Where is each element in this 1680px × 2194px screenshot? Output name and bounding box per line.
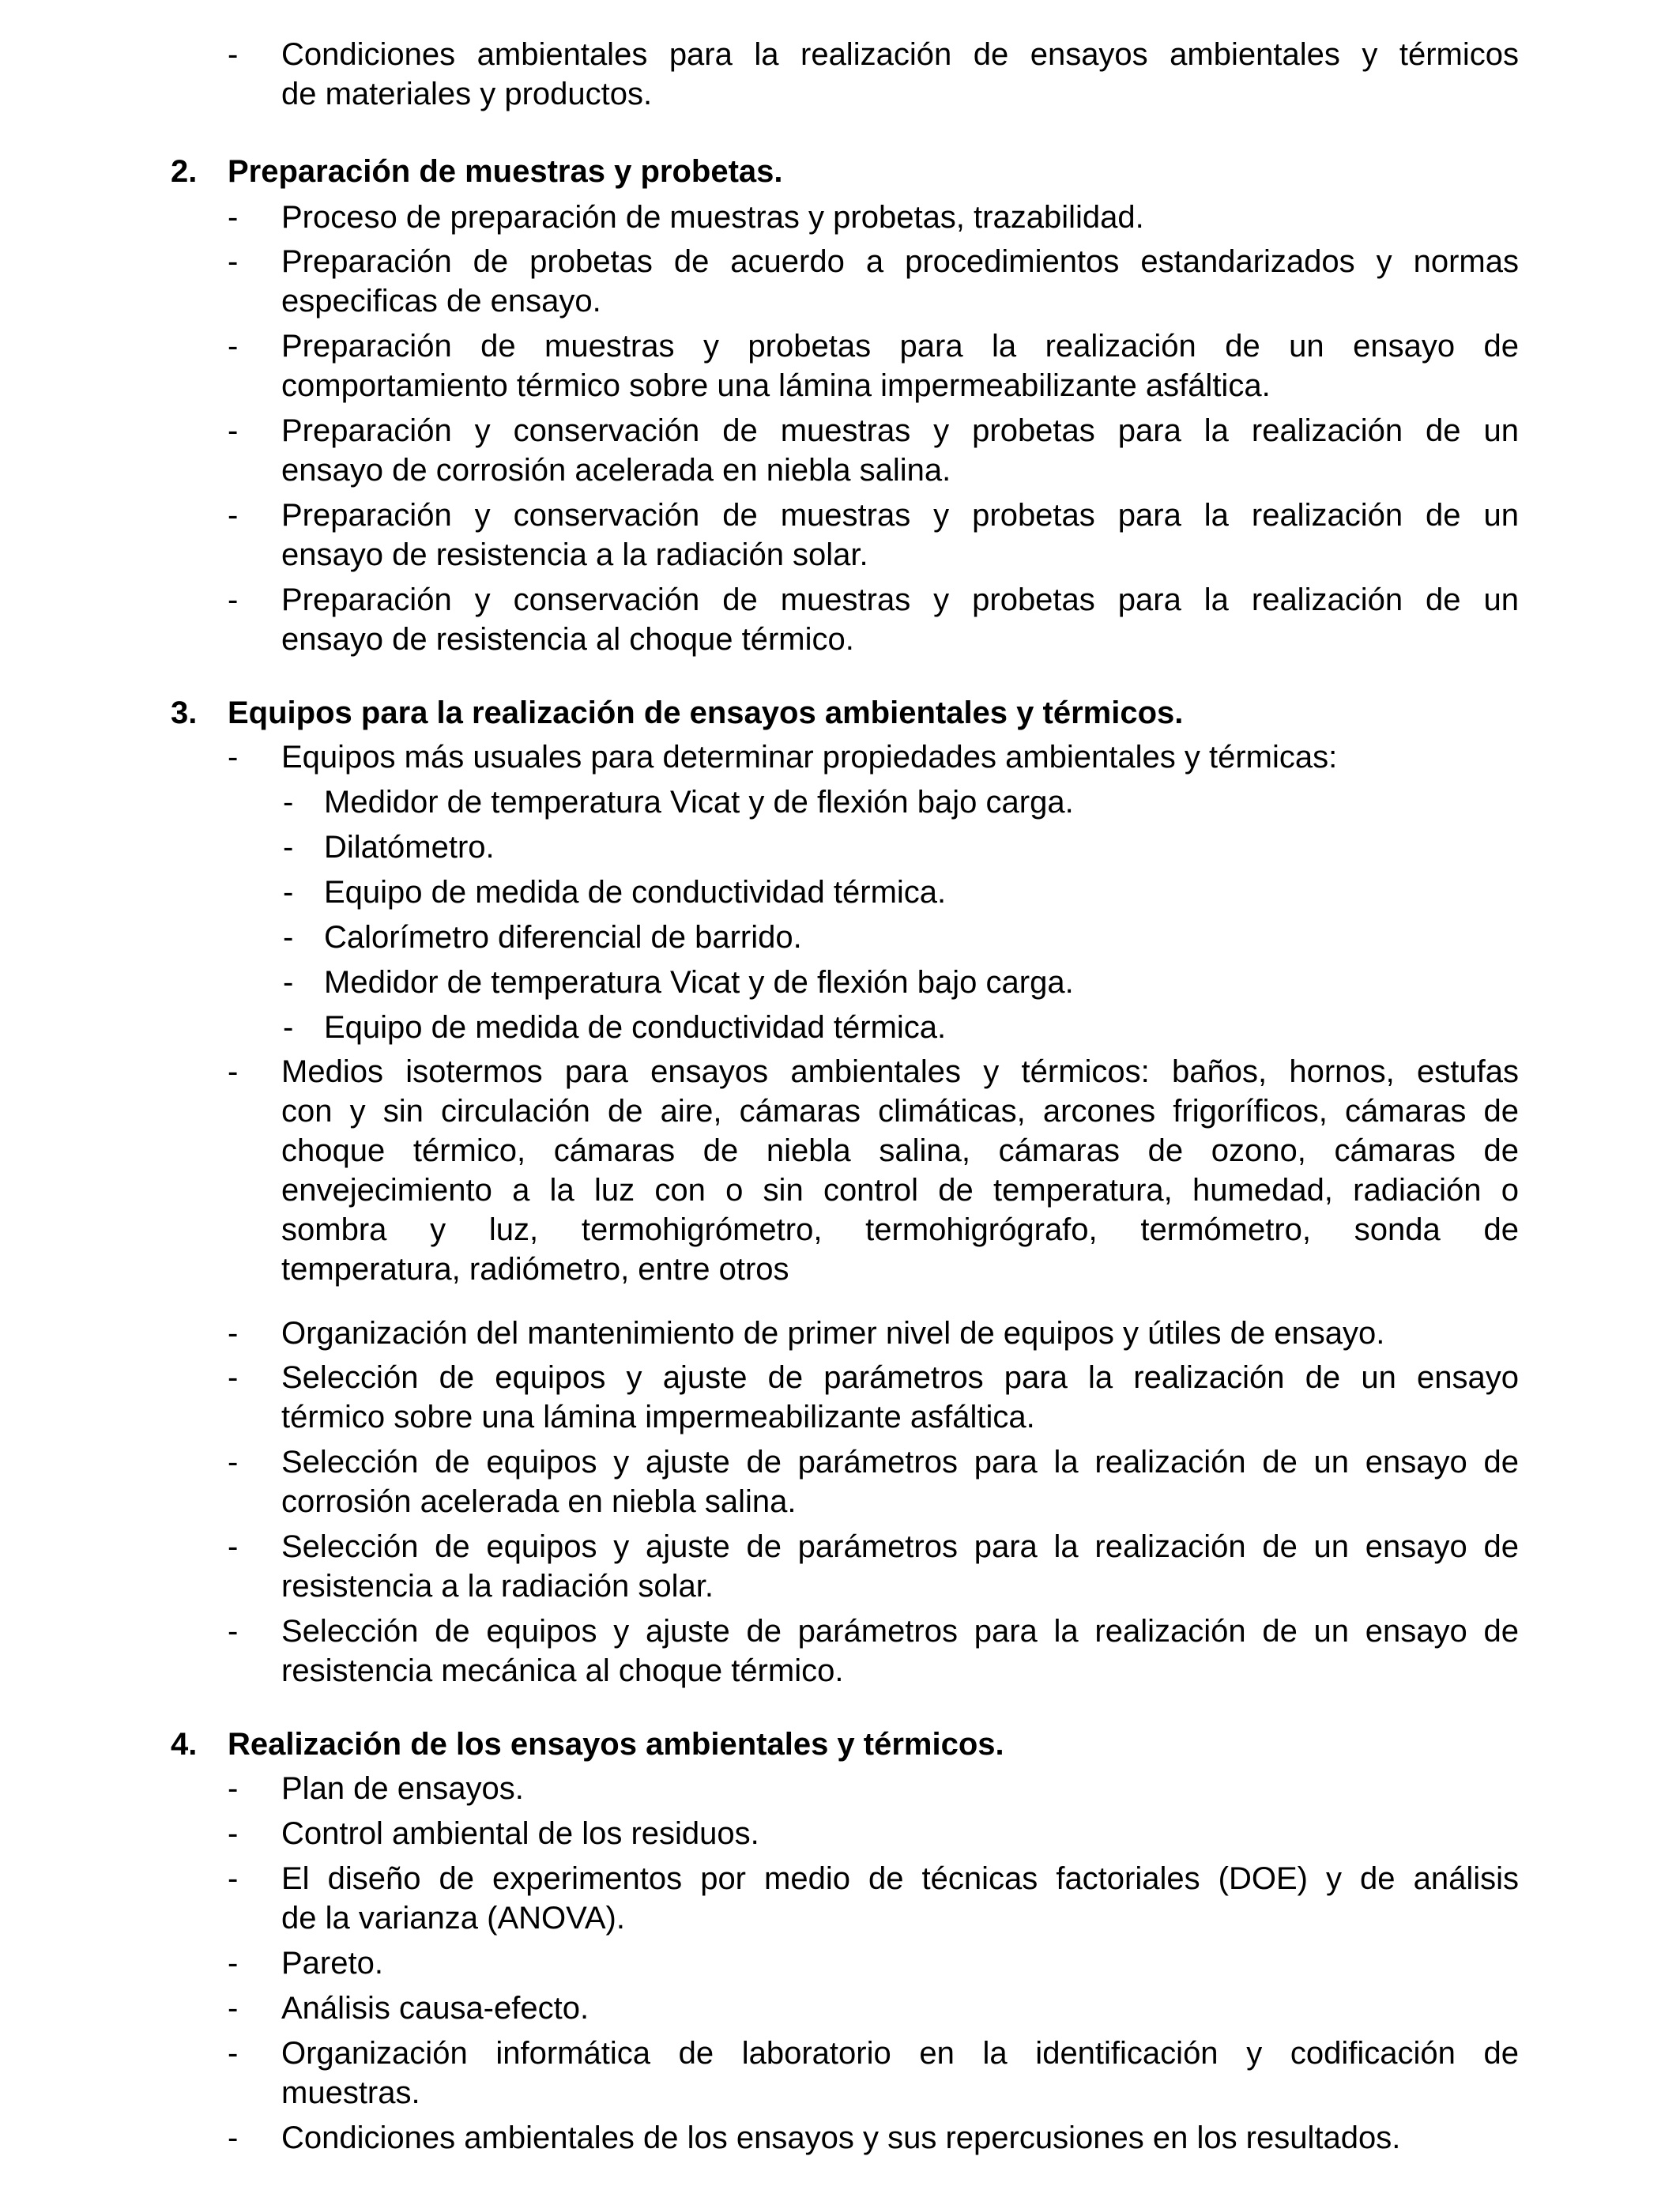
list-item-line: Selección de equipos y ajuste de parámetros para la realización de un ensayo de (281, 1614, 1519, 1649)
list-item-line: Preparación de probetas de acuerdo a procedimientos estandarizados y normas (281, 244, 1519, 279)
section-number: 3. (171, 696, 198, 730)
bullet-dash: - (228, 1360, 239, 1395)
bullet-dash: - (228, 1614, 239, 1649)
list-item-line: Análisis causa-efecto. (281, 1991, 590, 2026)
sub-list-item-line: Dilatómetro. (324, 830, 495, 865)
section-heading: Preparación de muestras y probetas. (228, 154, 783, 189)
bullet-dash: - (228, 2120, 239, 2155)
list-item-line: Organización del mantenimiento de primer nivel de equipos y útiles de ensayo. (281, 1316, 1385, 1351)
list-item-line: Preparación y conservación de muestras y probetas para la realización de un (281, 498, 1519, 533)
list-item-line: Selección de equipos y ajuste de parámetros para la realización de un ensayo de (281, 1529, 1519, 1564)
list-item-line: comportamiento térmico sobre una lámina impermeabilizante asfáltica. (281, 368, 1271, 403)
bullet-dash: - (228, 2036, 239, 2071)
sub-list-item-line: Equipo de medida de conductividad térmica. (324, 875, 947, 910)
bullet-dash: - (228, 1946, 239, 1981)
bullet-dash: - (228, 1529, 239, 1564)
list-item-line: Selección de equipos y ajuste de parámetros para la realización de un ensayo de (281, 1445, 1519, 1480)
list-item-line: Preparación y conservación de muestras y probetas para la realización de un (281, 413, 1519, 448)
sub-list-item-line: Medidor de temperatura Vicat y de flexión bajo carga. (324, 965, 1074, 1000)
bullet-dash: - (228, 200, 239, 235)
list-item-line: Preparación y conservación de muestras y probetas para la realización de un (281, 582, 1519, 617)
bullet-dash: - (283, 920, 294, 955)
bullet-dash: - (228, 1991, 239, 2026)
list-item-line: Organización informática de laboratorio en la identificación y codificación de (281, 2036, 1519, 2071)
list-item-line: Control ambiental de los residuos. (281, 1816, 759, 1851)
list-item-line: Proceso de preparación de muestras y probetas, trazabilidad. (281, 200, 1144, 235)
list-item-line: especificas de ensayo. (281, 284, 601, 319)
sub-list-item-line: Medidor de temperatura Vicat y de flexión bajo carga. (324, 785, 1074, 820)
list-item-line: resistencia a la radiación solar. (281, 1569, 714, 1604)
sub-list-item-line: Equipo de medida de conductividad térmica. (324, 1010, 947, 1045)
section-number: 4. (171, 1727, 198, 1762)
section-number: 2. (171, 154, 198, 189)
list-item-line: resistencia mecánica al choque térmico. (281, 1653, 844, 1688)
bullet-dash: - (228, 329, 239, 364)
bullet-dash: - (228, 1054, 239, 1089)
list-item-line: Preparación de muestras y probetas para la realización de un ensayo de (281, 329, 1519, 364)
list-item-line: Condiciones ambientales de los ensayos y sus repercusiones en los resultados. (281, 2120, 1401, 2155)
list-item-line: muestras. (281, 2075, 420, 2110)
bullet-dash: - (228, 244, 239, 279)
bullet-dash: - (283, 965, 294, 1000)
list-item-line: ensayo de corrosión acelerada en niebla salina. (281, 453, 951, 488)
list-item-line: de la varianza (ANOVA). (281, 1901, 625, 1936)
bullet-dash: - (228, 1816, 239, 1851)
sub-list-item-line: Calorímetro diferencial de barrido. (324, 920, 802, 955)
list-item-line: Medios isotermos para ensayos ambientales y térmicos: baños, hornos, estufas (281, 1054, 1519, 1089)
list-item-line: temperatura, radiómetro, entre otros (281, 1252, 789, 1287)
list-item-line: Condiciones ambientales para la realización de ensayos ambientales y térmicos (281, 37, 1519, 72)
bullet-dash: - (228, 1316, 239, 1351)
bullet-dash: - (228, 37, 239, 72)
section-heading: Realización de los ensayos ambientales y térmicos. (228, 1727, 1004, 1762)
bullet-dash: - (228, 413, 239, 448)
bullet-dash: - (228, 1771, 239, 1806)
list-item-line: Selección de equipos y ajuste de parámetros para la realización de un ensayo (281, 1360, 1519, 1395)
list-item-line: Equipos más usuales para determinar propiedades ambientales y térmicas: (281, 740, 1338, 775)
list-item-line: térmico sobre una lámina impermeabilizante asfáltica. (281, 1400, 1035, 1434)
bullet-dash: - (283, 830, 294, 865)
list-item-line: ensayo de resistencia a la radiación solar. (281, 537, 868, 572)
bullet-dash: - (228, 1861, 239, 1896)
bullet-dash: - (228, 498, 239, 533)
list-item-line: sombra y luz, termohigrómetro, termohigrógrafo, termómetro, sonda de (281, 1212, 1519, 1247)
list-item-line: El diseño de experimentos por medio de técnicas factoriales (DOE) y de análisis (281, 1861, 1519, 1896)
bullet-dash: - (283, 875, 294, 910)
bullet-dash: - (228, 582, 239, 617)
list-item-line: ensayo de resistencia al choque térmico. (281, 622, 854, 657)
list-item-line: corrosión acelerada en niebla salina. (281, 1484, 797, 1519)
list-item-line: con y sin circulación de aire, cámaras climáticas, arcones frigoríficos, cámaras de (281, 1094, 1519, 1129)
section-heading: Equipos para la realización de ensayos ambientales y térmicos. (228, 696, 1184, 730)
list-item-line: choque térmico, cámaras de niebla salina, cámaras de ozono, cámaras de (281, 1133, 1519, 1168)
list-item-line: Plan de ensayos. (281, 1771, 524, 1806)
bullet-dash: - (228, 740, 239, 775)
list-item-line: de materiales y productos. (281, 77, 653, 111)
list-item-line: Pareto. (281, 1946, 383, 1981)
list-item-line: envejecimiento a la luz con o sin control de temperatura, humedad, radiación o (281, 1173, 1519, 1208)
bullet-dash: - (283, 785, 294, 820)
bullet-dash: - (228, 1445, 239, 1480)
bullet-dash: - (283, 1010, 294, 1045)
